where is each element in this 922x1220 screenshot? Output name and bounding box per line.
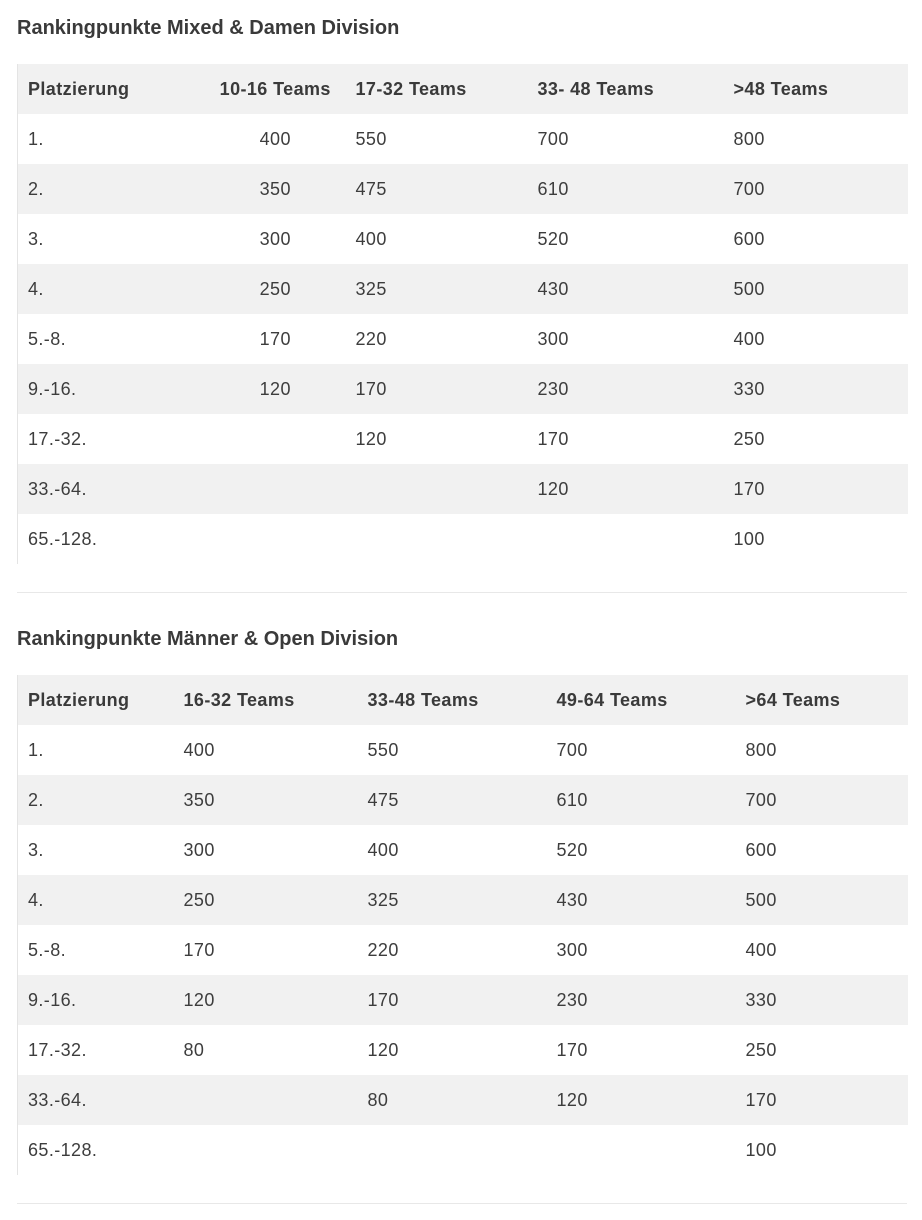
table-cell: 33.-64. [28,1089,87,1110]
table-row [18,1025,908,1075]
table-cell: 430 [537,278,569,299]
table-cell: 550 [367,739,399,760]
table-cell: 170 [745,1089,777,1110]
column-header: Platzierung [28,689,130,710]
column-header: >48 Teams [733,78,829,99]
table-row [18,875,908,925]
table-cell: 610 [537,178,569,199]
table-cell: 1. [28,128,44,149]
table-cell: 17.-32. [28,428,87,449]
table-cell [356,464,538,514]
table-cell: 800 [745,739,777,760]
table-cell: 80 [367,1089,389,1110]
table-cell: 230 [556,989,588,1010]
table-cell: 80 [183,1039,205,1060]
table-row [18,464,908,514]
table-cell [196,414,356,464]
column-header: 17-32 Teams [355,78,467,99]
table-header-row [18,64,908,114]
mixed-division-table [17,64,908,564]
table-row [18,214,908,264]
table-row [18,1125,908,1175]
column-header: 10-16 Teams [219,78,331,99]
column-header: 33-48 Teams [367,689,479,710]
table-cell: 500 [733,278,765,299]
table-cell: 700 [733,178,765,199]
open-division-heading: Rankingpunkte Männer & Open Division [17,628,399,650]
table-cell: 350 [183,789,215,810]
table-row [18,164,908,214]
table-cell: 700 [556,739,588,760]
table-cell: 520 [556,839,588,860]
table-cell: 170 [183,939,215,960]
table-cell: 1. [28,739,44,760]
table-cell [196,514,356,564]
table-cell: 400 [259,128,291,149]
table-cell: 600 [745,839,777,860]
table-cell: 610 [556,789,588,810]
table-cell: 300 [556,939,588,960]
table-cell: 170 [355,378,387,399]
table-cell: 220 [355,328,387,349]
table-cell: 330 [745,989,777,1010]
table-cell: 5.-8. [28,328,67,349]
table-header-row [18,675,908,725]
mixed-division-heading: Rankingpunkte Mixed & Damen Division [17,17,400,39]
table-cell [356,514,538,564]
table-cell: 400 [733,328,765,349]
table-cell: 300 [537,328,569,349]
table-cell: 65.-128. [28,528,98,549]
table-cell: 120 [183,989,215,1010]
table-cell: 475 [367,789,399,810]
column-header: >64 Teams [745,689,841,710]
table-cell [184,1125,368,1175]
column-header: 16-32 Teams [183,689,295,710]
table-cell: 4. [28,889,44,910]
table-cell: 5.-8. [28,939,67,960]
table-cell: 430 [556,889,588,910]
table-row [18,725,908,775]
table-row [18,114,908,164]
table-cell: 170 [537,428,569,449]
table-row [18,264,908,314]
table-cell: 17.-32. [28,1039,87,1060]
table-cell: 250 [733,428,765,449]
open-division-section [17,611,907,1175]
table-cell: 800 [733,128,765,149]
mixed-division-section [17,0,907,564]
table-cell: 400 [745,939,777,960]
table-cell [557,1125,746,1175]
table-row [18,925,908,975]
table-cell: 400 [355,228,387,249]
table-row [18,364,908,414]
table-cell: 120 [556,1089,588,1110]
column-header: Platzierung [28,78,130,99]
table-cell: 3. [28,839,44,860]
table-cell: 520 [537,228,569,249]
table-cell: 2. [28,789,44,810]
table-cell: 500 [745,889,777,910]
table-row [18,414,908,464]
table-cell: 120 [367,1039,399,1060]
table-cell [538,514,734,564]
table-cell: 400 [183,739,215,760]
table-cell: 475 [355,178,387,199]
table-cell: 250 [259,278,291,299]
table-cell: 100 [733,528,765,549]
table-cell [184,1075,368,1125]
section-divider [17,592,907,593]
table-cell: 2. [28,178,44,199]
table-cell: 700 [537,128,569,149]
table-cell: 250 [745,1039,777,1060]
table-cell: 33.-64. [28,478,87,499]
column-header: 33- 48 Teams [537,78,655,99]
table-cell: 330 [733,378,765,399]
table-cell: 65.-128. [28,1139,98,1160]
table-cell [196,464,356,514]
table-cell: 325 [355,278,387,299]
table-cell: 9.-16. [28,989,77,1010]
table-cell: 170 [733,478,765,499]
table-cell: 230 [537,378,569,399]
table-row [18,1075,908,1125]
table-row [18,514,908,564]
table-cell: 550 [355,128,387,149]
table-cell: 170 [259,328,291,349]
column-header: 49-64 Teams [556,689,668,710]
table-cell: 300 [259,228,291,249]
table-cell: 120 [259,378,291,399]
table-cell [368,1125,557,1175]
table-cell: 170 [556,1039,588,1060]
table-cell: 600 [733,228,765,249]
table-cell: 120 [537,478,569,499]
table-cell: 220 [367,939,399,960]
table-cell: 4. [28,278,44,299]
table-cell: 3. [28,228,44,249]
table-cell: 300 [183,839,215,860]
table-cell: 100 [745,1139,777,1160]
table-cell: 9.-16. [28,378,77,399]
table-cell: 400 [367,839,399,860]
section-divider [17,1203,907,1204]
table-cell: 170 [367,989,399,1010]
table-cell: 325 [367,889,399,910]
table-cell: 120 [355,428,387,449]
table-cell: 250 [183,889,215,910]
table-cell: 700 [745,789,777,810]
open-division-table [17,675,908,1175]
table-row [18,825,908,875]
table-cell: 350 [259,178,291,199]
table-row [18,775,908,825]
table-row [18,314,908,364]
table-row [18,975,908,1025]
